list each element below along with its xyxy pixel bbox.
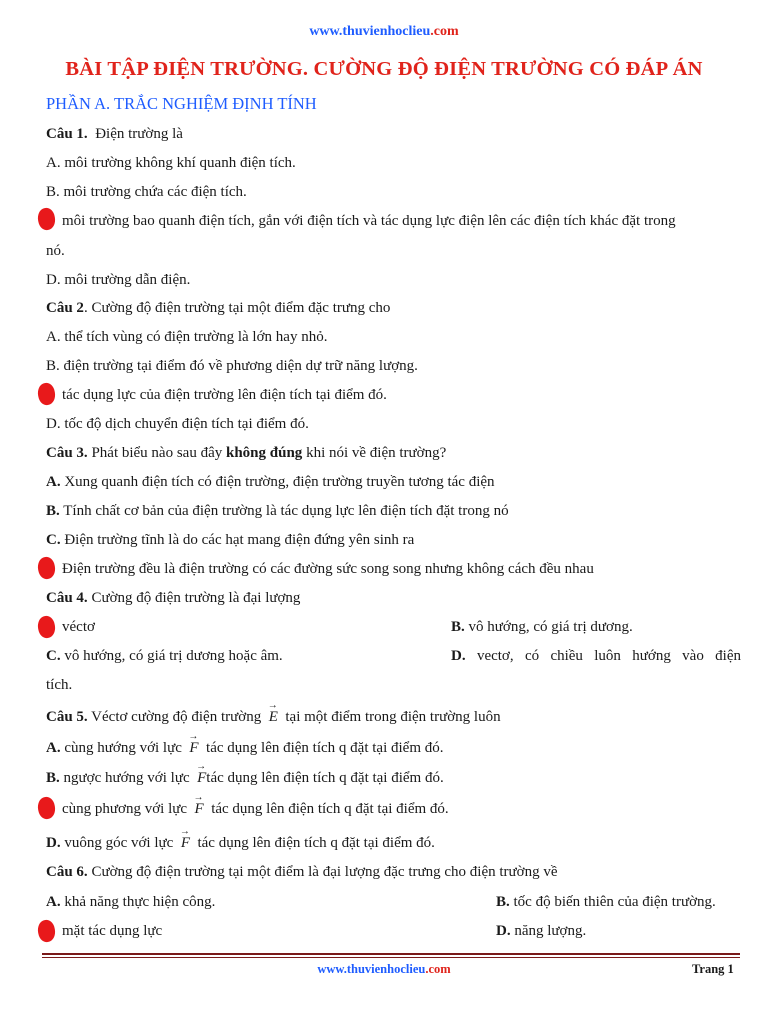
option-label: C. (46, 532, 61, 548)
option-text: khả năng thực hiện công. (64, 894, 216, 910)
q4-option-c (46, 647, 283, 665)
q4-option-a: véctơ (62, 619, 95, 635)
q1-option-a: A. môi trường không khí quanh điện tích. (46, 155, 296, 171)
q5-option-b (46, 769, 444, 787)
question-text-end: khi nói về điện trường? (306, 445, 447, 461)
q6-option-c: mặt tác dụng lực (62, 923, 163, 939)
question-text-end: tại một điểm trong điện trường luôn (285, 709, 501, 725)
vector-f: → F (197, 769, 206, 787)
question-label: Câu 6. (46, 864, 88, 880)
option-label: A. (46, 474, 61, 490)
option-label: A. (46, 894, 61, 910)
option-text: vô hướng, có giá trị dương hoặc âm. (64, 648, 283, 664)
option-label: B. (451, 619, 465, 635)
vector-e: → E (269, 708, 278, 726)
option-label: B. (46, 770, 60, 786)
q4-option-d (451, 647, 741, 665)
document-title: BÀI TẬP ĐIỆN TRƯỜNG. CƯỜNG ĐỘ ĐIỆN TRƯỜNG CÓ ĐÁP ÁN (65, 58, 703, 80)
option-label: B. (496, 894, 510, 910)
header-website[interactable] (0, 24, 768, 40)
q4-option-b (451, 618, 633, 636)
q1-option-b: B. môi trường chứa các điện tích. (46, 184, 247, 200)
answer-mark-icon (36, 615, 57, 640)
option-text: cùng phương với lực (62, 801, 188, 817)
option-text: Tính chất cơ bản của điện trường là tác dụng lực lên điện tích đặt trong nó (63, 503, 509, 519)
option-text: năng lượng. (514, 923, 587, 939)
answer-mark-icon (36, 382, 57, 407)
answer-mark-icon (36, 556, 57, 581)
question-6 (46, 863, 557, 881)
q6-option-a (46, 893, 215, 911)
option-label: D. (496, 923, 511, 939)
option-label: D. (46, 835, 61, 851)
section-heading: PHẦN A. TRẮC NGHIỆM ĐỊNH TÍNH (46, 94, 317, 113)
option-text: vô hướng, có giá trị dương. (468, 619, 633, 635)
q5-option-c (62, 800, 449, 818)
option-label: A. (46, 740, 61, 756)
q3-option-b (46, 502, 509, 520)
q6-option-d (496, 922, 586, 940)
answer-mark-icon (36, 207, 57, 232)
header-site-tld: .com (430, 24, 459, 39)
option-text: cùng hướng với lực (64, 740, 182, 756)
vector-f: → F (189, 739, 198, 757)
option-text: Xung quanh điện tích có điện trường, điện trường truyền tương tác điện (64, 474, 495, 490)
q2-option-d: D. tốc độ dịch chuyển điện tích tại điểm đó. (46, 416, 309, 432)
option-text-end: tác dụng lên điện tích q đặt tại điểm đó. (211, 801, 449, 817)
footer-website[interactable] (0, 962, 768, 977)
option-text: ngược hướng với lực (63, 770, 190, 786)
q3-option-d: Điện trường đều là điện trường có các đường sức song song nhưng không cách đều nhau (62, 561, 594, 577)
q4-option-d-continued: tích. (46, 677, 73, 693)
footer-site-name: www.thuvienhoclieu (317, 962, 426, 976)
vector-f: → F (195, 800, 204, 818)
option-text: tốc độ biến thiên của điện trường. (513, 894, 716, 910)
question-text: Phát biểu nào sau đây (91, 445, 223, 461)
answer-mark-icon (36, 796, 57, 821)
question-1 (46, 125, 183, 143)
footer-divider (42, 953, 740, 955)
question-text: . Cường độ điện trường tại một điểm đặc trưng cho (83, 300, 391, 316)
answer-mark-icon (36, 919, 57, 944)
question-label: Câu 1. (46, 126, 88, 142)
q3-option-a (46, 473, 495, 491)
question-2 (46, 299, 390, 317)
vector-f: → F (181, 834, 190, 852)
question-text: Điện trường là (95, 126, 183, 142)
footer-divider-thin (42, 957, 740, 958)
q1-option-d: D. môi trường dẫn điện. (46, 272, 191, 288)
q6-option-b (496, 893, 716, 911)
q2-option-c: tác dụng lực của điện trường lên điện tích tại điểm đó. (62, 387, 387, 403)
question-4 (46, 589, 300, 607)
option-text: vectơ, có chiều luôn hướng vào điện (476, 648, 741, 664)
question-label: Câu 4. (46, 590, 88, 606)
page-number: Trang 1 (692, 962, 734, 976)
question-3 (46, 444, 446, 462)
header-site-name: www.thuvienhoclieu (309, 24, 431, 39)
option-label: B. (46, 503, 60, 519)
q5-option-a (46, 739, 443, 757)
question-5 (46, 708, 501, 726)
option-text-end: tác dụng lên điện tích q đặt tại điểm đó. (197, 835, 435, 851)
q1-option-c: môi trường bao quanh điện tích, gắn với điện tích và tác dụng lực điện lên các điện tích khác đặt trong (62, 213, 676, 229)
question-text: Véctơ cường độ điện trường (91, 709, 262, 725)
q5-option-d (46, 834, 435, 852)
option-label: D. (451, 648, 466, 664)
q1-option-c-continued: nó. (46, 243, 65, 259)
footer-site-tld: .com (425, 962, 451, 976)
option-text-end: tác dụng lên điện tích q đặt tại điểm đó. (206, 770, 444, 786)
option-text: Điện trường tĩnh là do các hạt mang điện đứng yên sinh ra (64, 532, 415, 548)
question-text: Cường độ điện trường là đại lượng (91, 590, 301, 606)
question-label: Câu 3. (46, 445, 88, 461)
option-text-end: tác dụng lên điện tích q đặt tại điểm đó. (206, 740, 444, 756)
question-emphasis: không đúng (226, 445, 303, 461)
question-label: Câu 5. (46, 709, 88, 725)
option-label: C. (46, 648, 61, 664)
option-text: vuông góc với lực (64, 835, 174, 851)
q3-option-c (46, 531, 414, 549)
q2-option-a: A. thể tích vùng có điện trường là lớn hay nhỏ. (46, 329, 328, 345)
question-label: Câu 2 (46, 300, 84, 316)
q2-option-b: B. điện trường tại điểm đó về phương diện dự trữ năng lượng. (46, 358, 418, 374)
question-text: Cường độ điện trường tại một điểm là đại lượng đặc trưng cho điện trường về (91, 864, 558, 880)
